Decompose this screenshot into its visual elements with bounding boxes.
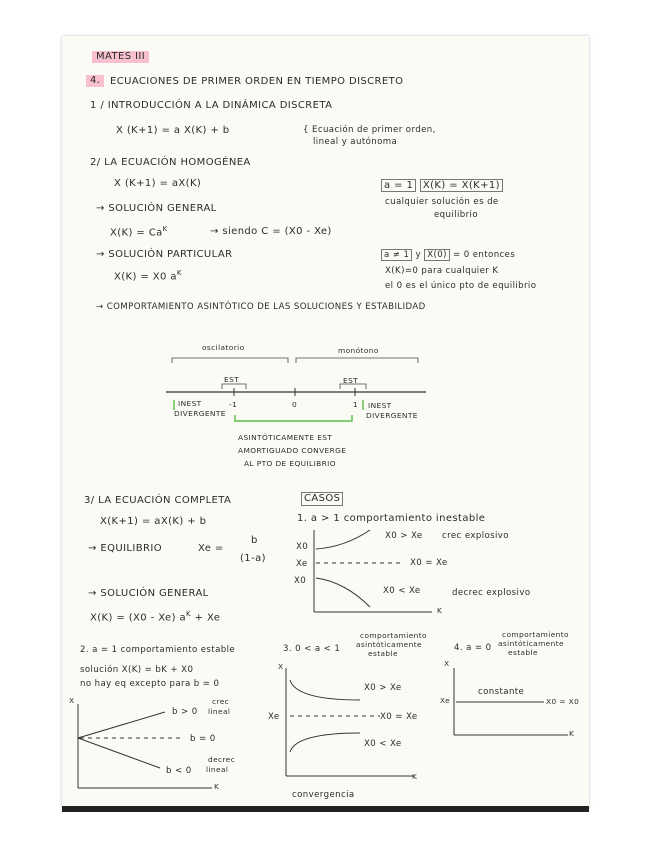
s2-equation: X (K+1) = aX(K) xyxy=(114,178,202,189)
nl-oscillatory: oscilatorio xyxy=(202,343,245,352)
case3-note-1: comportamiento xyxy=(360,631,427,640)
case4-xe: Xe xyxy=(440,696,451,705)
case1-mid: X0 = Xe xyxy=(410,558,448,568)
case1-k: K xyxy=(437,606,443,615)
nl-asym-1: ASINTÓTICAMENTE EST xyxy=(238,433,333,442)
case1-down-desc: decrec explosivo xyxy=(452,588,531,598)
case2-solution: solución X(K) = bK + X0 xyxy=(80,665,194,675)
case3-mid: X0 = Xe xyxy=(380,712,418,722)
case4-note-2: asintóticamente xyxy=(498,639,564,648)
s3-denominator: (1-a) xyxy=(240,553,266,564)
case2-k: K xyxy=(214,782,220,791)
nl-asym-2: AMORTIGUADO CONVERGE xyxy=(238,446,347,455)
nl-tick-minus1: -1 xyxy=(229,400,238,409)
nl-inest-left: INEST xyxy=(178,399,202,408)
case1-xe: Xe xyxy=(296,559,308,569)
case2-bpos-d1: crec xyxy=(212,697,230,706)
case1-up: X0 > Xe xyxy=(385,531,423,541)
case-a-eq-1-note-1: cualquier solución es de xyxy=(385,197,499,207)
case2-bneg-d2: lineal xyxy=(206,765,229,774)
nl-monotonic: monótono xyxy=(338,346,379,355)
subject-tag: MATES III xyxy=(92,51,149,63)
nl-asym-3: AL PTO DE EQUILIBRIO xyxy=(244,459,336,468)
section-number: 4. xyxy=(86,75,104,87)
s1-equation: X (K+1) = a X(K) + b xyxy=(116,125,230,136)
s1-title: 1 / INTRODUCCIÓN A LA DINÁMICA DISCRETA xyxy=(90,100,333,111)
case2-no-eq: no hay eq excepto para b = 0 xyxy=(80,679,220,689)
case1-x0b: X0 xyxy=(294,576,307,586)
s3-general-eq: X(K) = (X0 - Xe) $a^K + Xe$ xyxy=(90,610,221,624)
case3-convergence: convergencia xyxy=(292,790,355,800)
s3-numerator: b xyxy=(251,535,258,546)
nl-est-left: EST xyxy=(224,375,240,384)
case3-up: X0 > Xe xyxy=(364,683,402,693)
case2-title: 2. a = 1 comportamiento estable xyxy=(80,645,236,655)
section-title: ECUACIONES DE PRIMER ORDEN EN TIEMPO DISCRETO xyxy=(110,76,404,87)
case3-xe: Xe xyxy=(268,712,280,722)
s3-equation: X(K+1) = aX(K) + b xyxy=(100,516,207,527)
case2-bpos: b > 0 xyxy=(172,707,198,717)
case-a-neq-1: a ≠ 1 y X(0) = 0 entonces xyxy=(381,249,515,261)
case2-x: X xyxy=(69,696,75,705)
s3-xe: Xe = xyxy=(198,543,224,554)
case4-constant: constante xyxy=(478,687,525,697)
case1-title: 1. a > 1 comportamiento inestable xyxy=(297,513,486,524)
case3-k: K xyxy=(412,772,418,781)
case4-note-1: comportamiento xyxy=(502,630,569,639)
s2-general-eq: $X(K) = Ca^K$ xyxy=(110,225,168,239)
case4-k: K xyxy=(569,729,575,738)
case-a-neq-1-note-1: X(K)=0 para cualquier K xyxy=(385,266,499,276)
s2-particular-eq: X(K) = X0 $a^K$ xyxy=(114,269,182,283)
nl-div-right: DIVERGENTE xyxy=(366,411,418,420)
casos-label: CASOS xyxy=(301,492,343,506)
case4-note-3: estable xyxy=(508,648,538,657)
case-a-neq-1-note-2: el 0 es el único pto de equilibrio xyxy=(385,281,537,291)
case2-bneg-d1: decrec xyxy=(208,755,236,764)
s3-eq-title: → EQUILIBRIO xyxy=(88,543,162,554)
s2-asymptotic-title: → COMPORTAMIENTO ASINTÓTICO DE LAS SOLUCIONES Y ESTABILIDAD xyxy=(96,302,426,312)
s2-particular-title: → SOLUCIÓN PARTICULAR xyxy=(96,249,233,260)
case3-down: X0 < Xe xyxy=(364,739,402,749)
nl-tick-one: 1 xyxy=(353,400,359,409)
xk-box: X(K) = X(K+1) xyxy=(420,179,503,192)
nl-tick-zero: 0 xyxy=(292,400,298,409)
case1-down: X0 < Xe xyxy=(383,586,421,596)
case4-title: 4. a = 0 xyxy=(454,643,492,653)
case3-note-2: asintóticamente xyxy=(356,640,422,649)
a-equals-1-box: a = 1 xyxy=(381,179,416,192)
s3-title: 3/ LA ECUACIÓN COMPLETA xyxy=(84,495,232,506)
case3-title: 3. 0 < a < 1 xyxy=(283,644,341,654)
s2-general-title: → SOLUCIÓN GENERAL xyxy=(96,203,217,214)
case2-bneg: b < 0 xyxy=(166,766,192,776)
case1-x0: X0 xyxy=(296,542,309,552)
s2-title: 2/ LA ECUACIÓN HOMOGÉNEA xyxy=(90,157,251,168)
s3-general-title: → SOLUCIÓN GENERAL xyxy=(88,588,209,599)
case2-bzero: b = 0 xyxy=(190,734,216,744)
case4-x: X xyxy=(444,659,450,668)
s1-note-1: { Ecuación de primer orden, xyxy=(303,125,436,135)
case1-up-desc: crec explosivo xyxy=(442,531,509,541)
s1-note-2: lineal y autónoma xyxy=(313,137,398,147)
case3-note-3: estable xyxy=(368,649,398,658)
nl-div-left: DIVERGENTE xyxy=(174,409,226,418)
case2-bpos-d2: lineal xyxy=(208,707,231,716)
nl-inest-right: INEST xyxy=(368,401,392,410)
nl-est-right: EST xyxy=(343,376,359,385)
case3-x: X xyxy=(278,662,284,671)
case-a-eq-1-note-2: equilibrio xyxy=(434,210,478,220)
case4-eq: X0 = X0 xyxy=(546,697,580,706)
s2-general-c: → siendo C = (X0 - Xe) xyxy=(210,226,332,237)
